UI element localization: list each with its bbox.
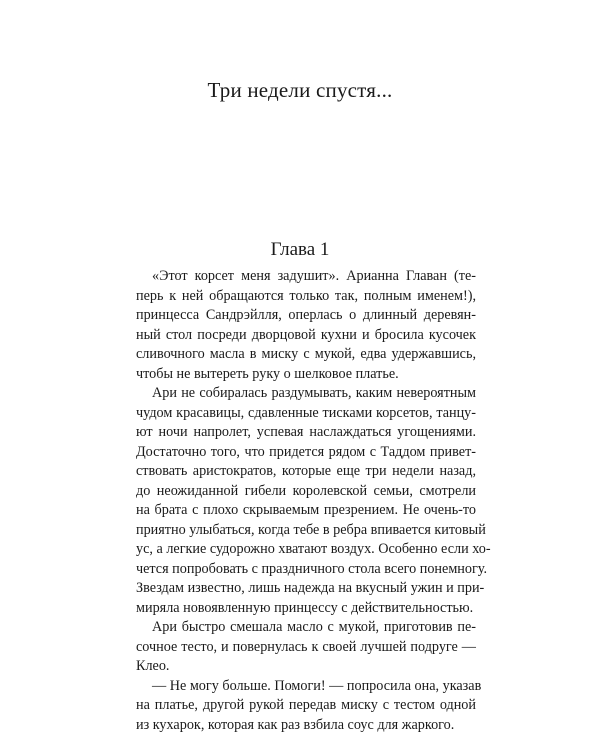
text-line: Ари быстро смешала масло с мукой, приготовив пе- [152,619,476,635]
text-line: Клео. [136,658,170,674]
text-line: Ари не собиралась раздумывать, каким невероятным [152,385,476,401]
text-line: ют ночи напролет, успевая наслаждаться угощениями. [136,424,476,440]
text-line: перь к ней обращаются только так, полным именем!), [136,287,476,304]
text-line: сливочного масла в миску с мукой, едва удержавшись, [136,346,476,362]
text-line: чется попробовать с праздничного стола всего понемногу. [136,560,488,577]
text-line: ус, а легкие судорожно хватают воздух. Особенно если хо- [136,541,491,557]
text-line: сочное тесто, и повернулась к своей лучшей подруге — [136,638,476,655]
text-line: миряла новоявленную принцессу с действительностью. [136,599,474,616]
text-line: на брата с плохо скрываемым презрением. Не очень-то [136,502,476,518]
text-line: Достаточно того, что придется рядом с Таддом привет- [136,443,476,460]
text-line: до неожиданной гибели королевской семьи, смотрели [136,482,476,499]
text-line: чтобы не вытереть руку о шелковое платье. [136,365,399,382]
text-line: из кухарок, которая как раз взбила соус для жаркого. [136,716,455,733]
text-line: чудом красавицы, сдавленные тисками корсетов, танцу- [136,404,476,421]
chapter-title: Глава 1 [270,239,330,260]
chapter-body-text [136,267,491,735]
text-line: — Не могу больше. Помоги! — попросила она, указав [152,677,482,694]
text-line: «Этот корсет меня задушит». Арианна Главан (те- [152,268,476,284]
text-line: на платье, другой рукой передав миску с тестом одной [136,697,476,713]
text-line: Звездам известно, лишь надежда на вкусный ужин и при- [136,580,485,596]
text-line: ный стол посреди дворцовой кухни и бросила кусочек [136,326,476,343]
page-subtitle: Три недели спустя... [207,78,393,102]
text-line: приятно улыбаться, когда тебе в ребра впивается китовый [136,521,486,538]
text-line: принцесса Сандрэйлля, оперлась о длинный деревян- [136,307,476,323]
text-line: ствовать аристократов, которые еще три недели назад, [136,463,476,479]
